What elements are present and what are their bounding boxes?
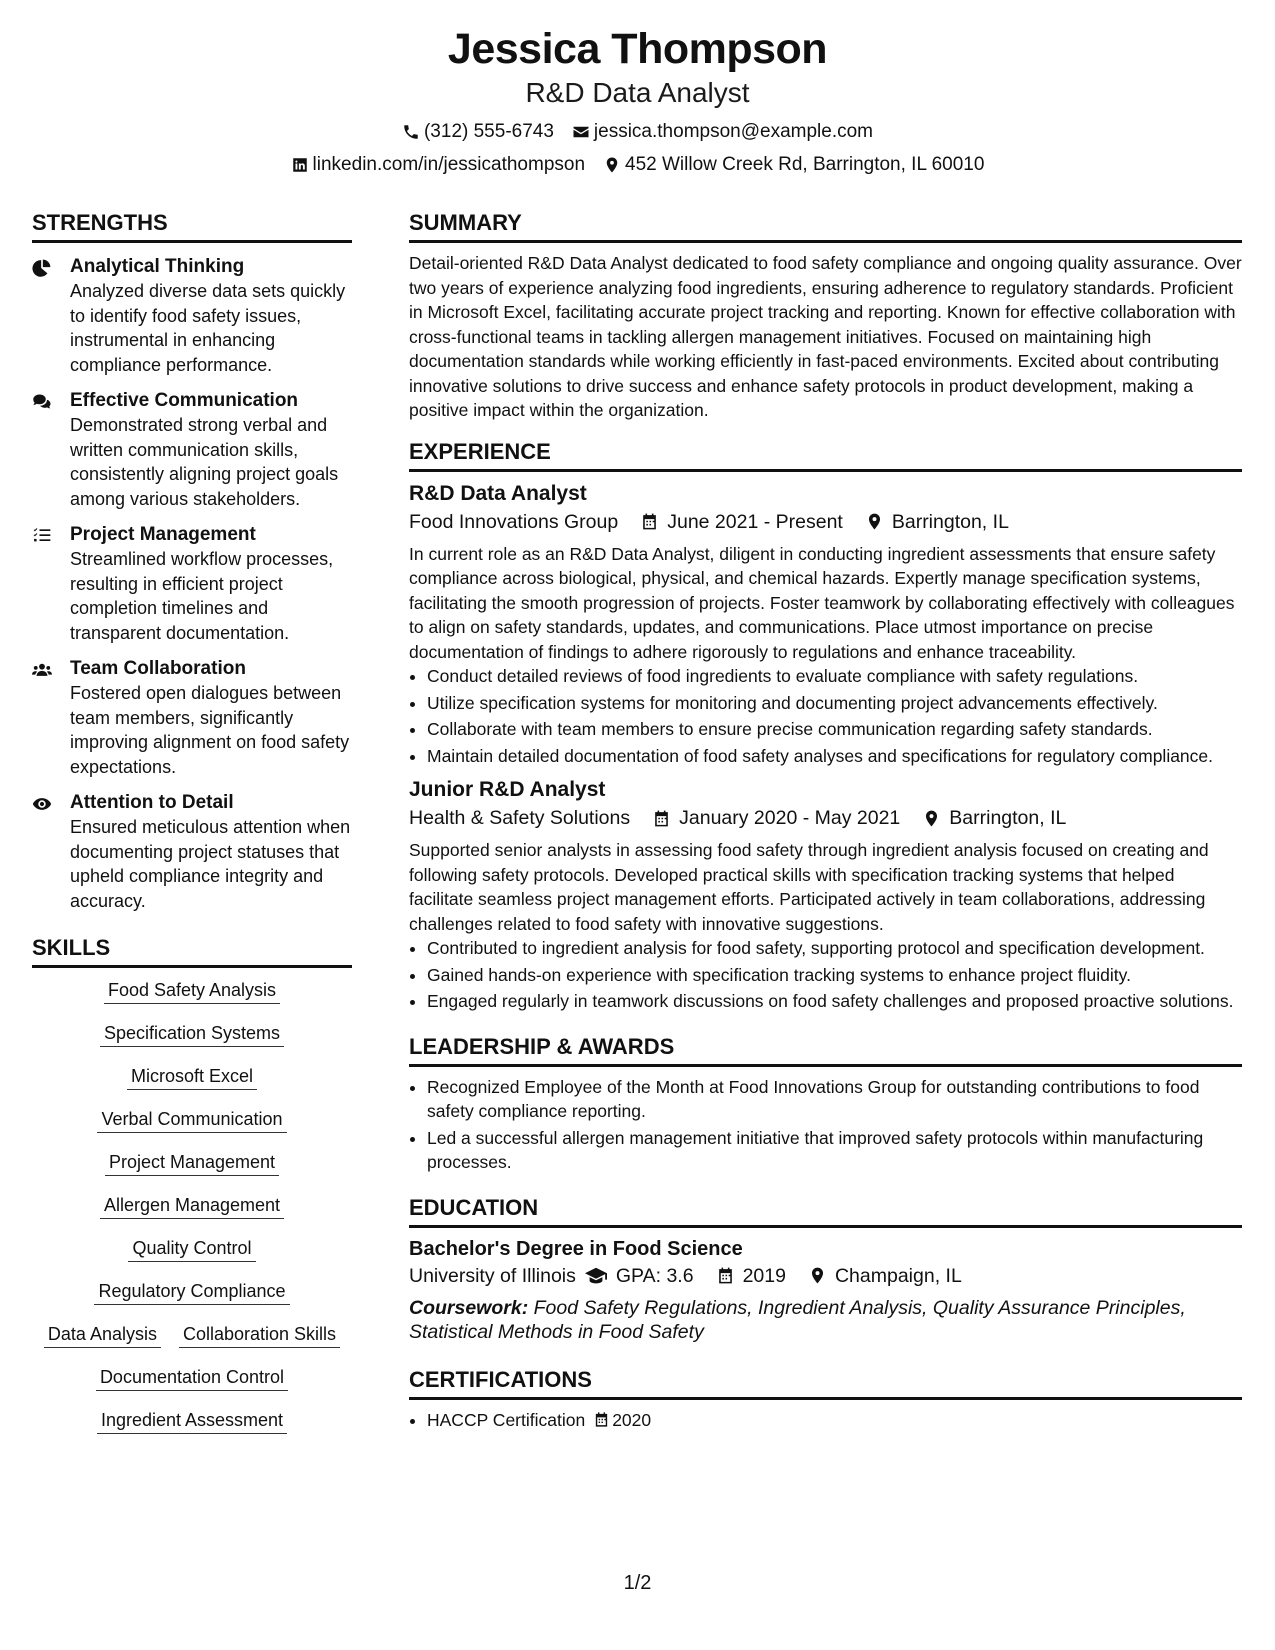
skills-heading: SKILLS <box>32 933 352 968</box>
certifications-list <box>409 1408 1242 1433</box>
company-name: Food Innovations Group <box>409 510 619 533</box>
school-name: University of Illinois <box>409 1264 576 1287</box>
map-marker-icon <box>808 1266 827 1285</box>
page-number: 1/2 <box>623 1572 652 1594</box>
skill-tag: Verbal Communication <box>97 1107 286 1133</box>
skill-tag: Collaboration Skills <box>179 1322 340 1348</box>
strength-description: Demonstrated strong verbal and written communication skills, consistently aligning project goals among various stakeholders. <box>70 415 339 509</box>
job-meta <box>409 508 1242 536</box>
graduation-year: 2019 <box>742 1264 786 1287</box>
email-text[interactable]: jessica.thompson@example.com <box>593 121 873 142</box>
strength-title: Team Collaboration <box>70 658 246 679</box>
coursework-list: Food Safety Regulations, Ingredient Analysis, Quality Assurance Principles, Statistical Methods in Food Safety <box>409 1296 1186 1343</box>
gpa: GPA: 3.6 <box>615 1264 694 1287</box>
job-entry <box>409 480 1242 769</box>
job-description: In current role as an R&D Data Analyst, diligent in conducting ingredient assessments that ensure safety compliance across biological, physical, and chemical hazards. Expertly manage specification systems, facilitating the smooth progression of projects. Foster teamwork by collaborating effectively with colleagues to align on safety standards, updates, and communications. Place utmost importance on precise documentation of findings to adhere rigorously to regulations and enhance traceability. <box>409 543 1235 662</box>
candidate-title: R&D Data Analyst <box>525 77 750 108</box>
list-item: • Contributed to ingredient analysis for food safety, supporting protocol and specification development. <box>427 936 1242 961</box>
skill-tag: Allergen Management <box>100 1193 284 1219</box>
skills-list <box>32 978 352 1434</box>
pie-chart-icon <box>32 258 52 278</box>
comments-icon <box>32 392 52 412</box>
map-marker-icon <box>603 156 621 174</box>
experience-heading: EXPERIENCE <box>409 437 1242 472</box>
company-name: Health & Safety Solutions <box>409 807 631 829</box>
right-column <box>409 208 1242 1434</box>
coursework <box>409 1296 1242 1345</box>
strength-title: Effective Communication <box>70 390 299 411</box>
resume-header <box>0 0 1275 177</box>
strength-item <box>32 255 352 377</box>
strength-item <box>32 657 352 779</box>
graduation-cap-icon <box>584 1265 608 1287</box>
list-item: • Collaborate with team members to ensure precise communication regarding safety standards. <box>427 717 1242 742</box>
strengths-heading: STRENGTHS <box>32 208 352 243</box>
left-column <box>32 208 352 1451</box>
job-entry <box>409 776 1242 1014</box>
linkedin-text[interactable]: linkedin.com/in/jessicathompson <box>312 154 586 175</box>
users-icon <box>32 660 52 680</box>
skill-tag: Data Analysis <box>44 1322 161 1348</box>
summary-text: Detail-oriented R&D Data Analyst dedicated to food safety compliance and ongoing quality assurance. Over two years of experience analyzing food ingredients, ensuring adherence to regulatory standards. Proficient in Microsoft Excel, facilitating accurate project tracking and reporting. Known for effective collaboration with cross-functional teams in tackling allergen management initiatives. Focused on maintaining high documentation standards while working efficiently in fast-paced environments. Excited about contributing innovative solutions to drive success and enhance safety protocols in product development, making a positive impact within the organization. <box>409 253 1242 420</box>
job-location: Barrington, IL <box>949 807 1067 829</box>
degree-title: Bachelor's Degree in Food Science <box>409 1237 743 1260</box>
list-item: • Gained hands-on experience with specification tracking systems to enhance project fluidity. <box>427 963 1242 988</box>
list-item: • Led a successful allergen management initiative that improved safety protocols within manufacturing processes. <box>427 1126 1242 1175</box>
strength-description: Ensured meticulous attention when documenting project statuses that upheld compliance integrity and accuracy. <box>70 817 351 911</box>
job-bullets <box>409 664 1242 768</box>
job-description: Supported senior analysts in assessing food safety through ingredient analysis focused on creating and following safety protocols. Developed practical skills with specification tracking systems that helped facilitate seamless project management efforts. Participated actively in team collaborations, addressing challenges related to food safety with innovative suggestions. <box>409 840 1209 934</box>
linkedin-contact[interactable] <box>291 153 585 177</box>
envelope-icon <box>572 123 590 141</box>
skill-tag: Project Management <box>105 1150 279 1176</box>
job-dates: January 2020 - May 2021 <box>679 807 901 829</box>
contact-row-2 <box>0 153 1275 177</box>
map-marker-icon <box>922 809 941 828</box>
skill-tag: Food Safety Analysis <box>104 978 280 1004</box>
job-dates: June 2021 - Present <box>667 510 843 533</box>
strength-item <box>32 389 352 511</box>
strength-item <box>32 523 352 645</box>
list-item: • Recognized Employee of the Month at Food Innovations Group for outstanding contributions to food safety compliance reporting. <box>427 1075 1242 1124</box>
strength-title: Analytical Thinking <box>70 256 245 277</box>
strength-title: Project Management <box>70 524 256 545</box>
strengths-list <box>32 255 352 913</box>
leadership-heading: LEADERSHIP & AWARDS <box>409 1032 1242 1067</box>
calendar-icon <box>652 809 671 828</box>
linkedin-icon <box>291 156 309 174</box>
skill-tag: Ingredient Assessment <box>97 1408 287 1434</box>
contact-row-1 <box>0 120 1275 144</box>
phone-text: (312) 555-6743 <box>423 121 554 142</box>
skill-tag: Specification Systems <box>100 1021 284 1047</box>
strength-title: Attention to Detail <box>70 792 234 813</box>
list-item: • Engaged regularly in teamwork discussions on food safety challenges and proposed proactive solutions. <box>427 989 1242 1014</box>
education-meta <box>409 1262 1242 1290</box>
calendar-icon <box>716 1266 735 1285</box>
address-text: 452 Willow Creek Rd, Barrington, IL 60010 <box>625 154 985 175</box>
phone-icon <box>402 123 420 141</box>
summary-heading: SUMMARY <box>409 208 1242 243</box>
skill-tag: Microsoft Excel <box>127 1064 257 1090</box>
list-item: • Utilize specification systems for monitoring and documenting project advancements effectively. <box>427 691 1242 716</box>
eye-icon <box>32 794 52 814</box>
job-title: R&D Data Analyst <box>409 481 587 505</box>
list-item: • Maintain detailed documentation of food safety analyses and specifications for regulatory compliance. <box>427 744 1242 769</box>
certification-year: 2020 <box>612 1409 652 1430</box>
leadership-bullets <box>409 1075 1242 1175</box>
job-bullets <box>409 936 1242 1014</box>
candidate-name: Jessica Thompson <box>447 25 828 73</box>
certification-name: • HACCP Certification <box>427 1409 586 1430</box>
school-location: Champaign, IL <box>834 1264 962 1287</box>
list-item <box>427 1408 1242 1433</box>
education-heading: EDUCATION <box>409 1193 1242 1228</box>
email-contact[interactable] <box>572 120 873 144</box>
job-title: Junior R&D Analyst <box>409 778 606 801</box>
calendar-icon <box>640 512 659 531</box>
map-marker-icon <box>865 512 884 531</box>
skill-tag: Regulatory Compliance <box>94 1279 289 1305</box>
skill-tag: Quality Control <box>128 1236 255 1262</box>
job-location: Barrington, IL <box>891 510 1009 533</box>
list-item: • Conduct detailed reviews of food ingredients to evaluate compliance with safety regulations. <box>427 664 1242 689</box>
certifications-heading: CERTIFICATIONS <box>409 1365 1242 1400</box>
strength-description: Analyzed diverse data sets quickly to identify food safety issues, instrumental in enhancing compliance performance. <box>70 281 346 375</box>
strength-item <box>32 791 352 913</box>
coursework-label: Coursework: <box>409 1296 529 1319</box>
phone-contact <box>402 120 554 144</box>
task-list-icon <box>32 526 52 546</box>
strength-description: Fostered open dialogues between team members, significantly improving alignment on food safety expectations. <box>70 683 350 777</box>
calendar-icon <box>593 1411 610 1428</box>
strength-description: Streamlined workflow processes, resulting in efficient project completion timelines and transparent documentation. <box>70 549 334 643</box>
skill-tag: Documentation Control <box>96 1365 288 1391</box>
address-contact <box>603 153 984 177</box>
job-meta <box>409 804 1242 832</box>
